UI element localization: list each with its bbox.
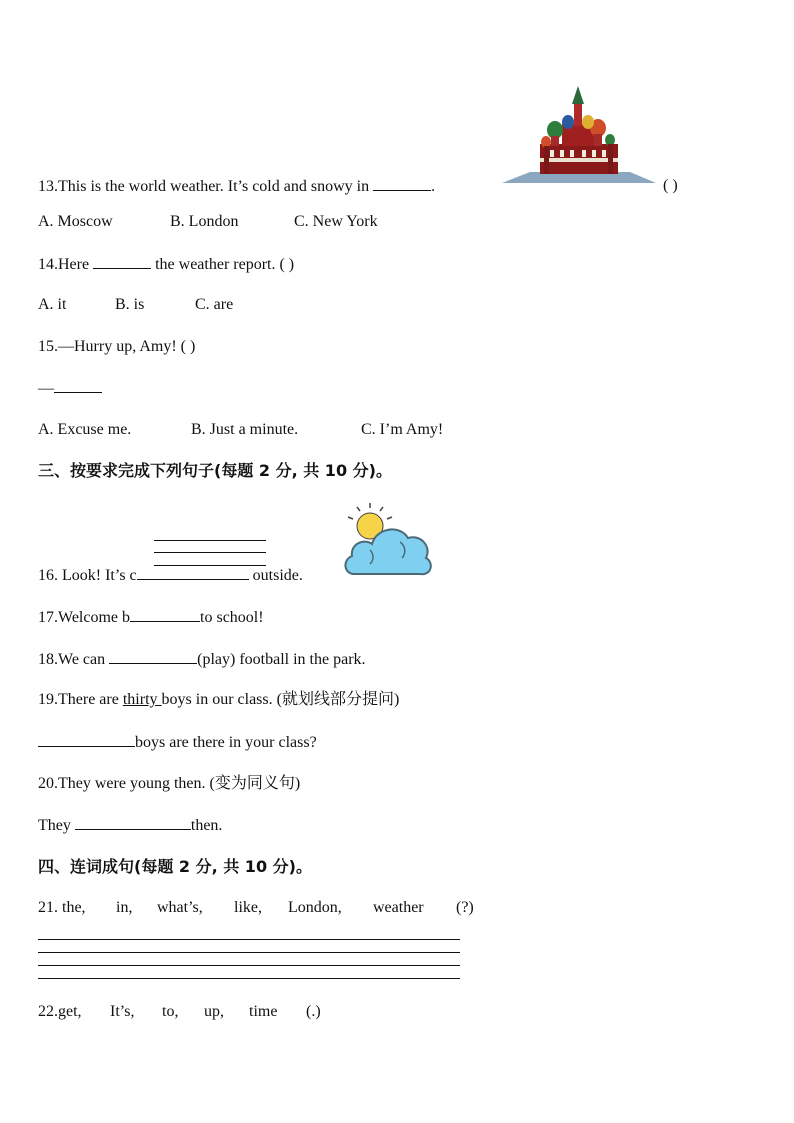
question-22 <box>38 1002 358 1022</box>
q21-word: what’s, <box>157 899 203 916</box>
question-17: 17.Welcome b to school! <box>38 609 264 626</box>
q13-option-b[interactable]: B. London <box>170 213 239 230</box>
q21-word: like, <box>234 899 262 916</box>
section-4-heading: 四、连词成句(每题 2 分, 共 10 分)。 <box>38 857 312 876</box>
q15-answer-line: — <box>38 378 102 399</box>
q15-option-b[interactable]: B. Just a minute. <box>191 421 299 438</box>
q22-word: (.) <box>306 1003 321 1020</box>
q21-answer-line[interactable] <box>38 952 460 953</box>
q13-blank[interactable] <box>373 176 431 191</box>
q21-word: 21. the, <box>38 899 86 916</box>
q20-answer-line: They then. <box>38 817 223 834</box>
q15-option-c[interactable]: C. I’m Amy! <box>361 421 444 438</box>
question-21 <box>38 898 498 918</box>
q16-blank[interactable] <box>137 565 249 580</box>
q17-blank[interactable] <box>130 607 200 622</box>
q15-options <box>38 420 478 440</box>
question-16: 16. Look! It’s c outside. <box>38 567 303 584</box>
q18-blank[interactable] <box>109 649 197 664</box>
q14-options <box>38 295 338 315</box>
q13-option-c[interactable]: C. New York <box>294 213 378 230</box>
q14-option-a[interactable]: A. it <box>38 296 67 313</box>
q21-word: weather <box>373 899 424 916</box>
q19-underlined-word: thirty <box>122 691 162 708</box>
q21-answer-line[interactable] <box>38 965 460 966</box>
kremlin-cathedral-image <box>500 84 656 184</box>
q21-word: (?) <box>456 899 474 916</box>
q13-options <box>38 212 458 232</box>
q22-word: up, <box>204 1003 224 1020</box>
q16-guide-line <box>154 540 266 541</box>
q15-option-a[interactable]: A. Excuse me. <box>38 421 132 438</box>
q22-word: It’s, <box>110 1003 135 1020</box>
q19-blank[interactable] <box>38 732 135 747</box>
question-13: 13.This is the world weather. It’s cold and snowy in . <box>38 178 436 195</box>
q14-option-b[interactable]: B. is <box>115 296 145 313</box>
question-14: 14.Here the weather report. ( ) <box>38 256 295 273</box>
q13-option-a[interactable]: A. Moscow <box>38 213 113 230</box>
q21-word: in, <box>116 899 133 916</box>
q19-answer-line: boys are there in your class? <box>38 732 317 753</box>
q13-text: 13.This is the world weather. It’s cold and snowy in <box>38 178 374 195</box>
q20-blank[interactable] <box>75 815 191 830</box>
sun-cloud-icon <box>340 502 434 580</box>
q21-answer-line[interactable] <box>38 978 460 979</box>
question-15: 15.—Hurry up, Amy! ( ) <box>38 338 196 355</box>
section-3-heading: 三、按要求完成下列句子(每题 2 分, 共 10 分)。 <box>38 461 392 480</box>
q14-option-c[interactable]: C. are <box>195 296 234 313</box>
q21-answer-line[interactable] <box>38 939 460 940</box>
q15-blank[interactable] <box>54 378 102 393</box>
q22-word: time <box>249 1003 278 1020</box>
question-18: 18.We can (play) football in the park. <box>38 651 366 668</box>
question-20: 20.They were young then. (变为同义句) <box>38 775 301 792</box>
q16-guide-line <box>154 552 266 553</box>
q21-word: London, <box>288 899 342 916</box>
q22-word: 22.get, <box>38 1003 82 1020</box>
question-19: 19.There are thirty boys in our class. (就划线部分提问) <box>38 691 400 708</box>
q14-blank[interactable] <box>93 254 151 269</box>
q22-word: to, <box>162 1003 179 1020</box>
q13-answer-paren: ( ) <box>663 177 678 194</box>
